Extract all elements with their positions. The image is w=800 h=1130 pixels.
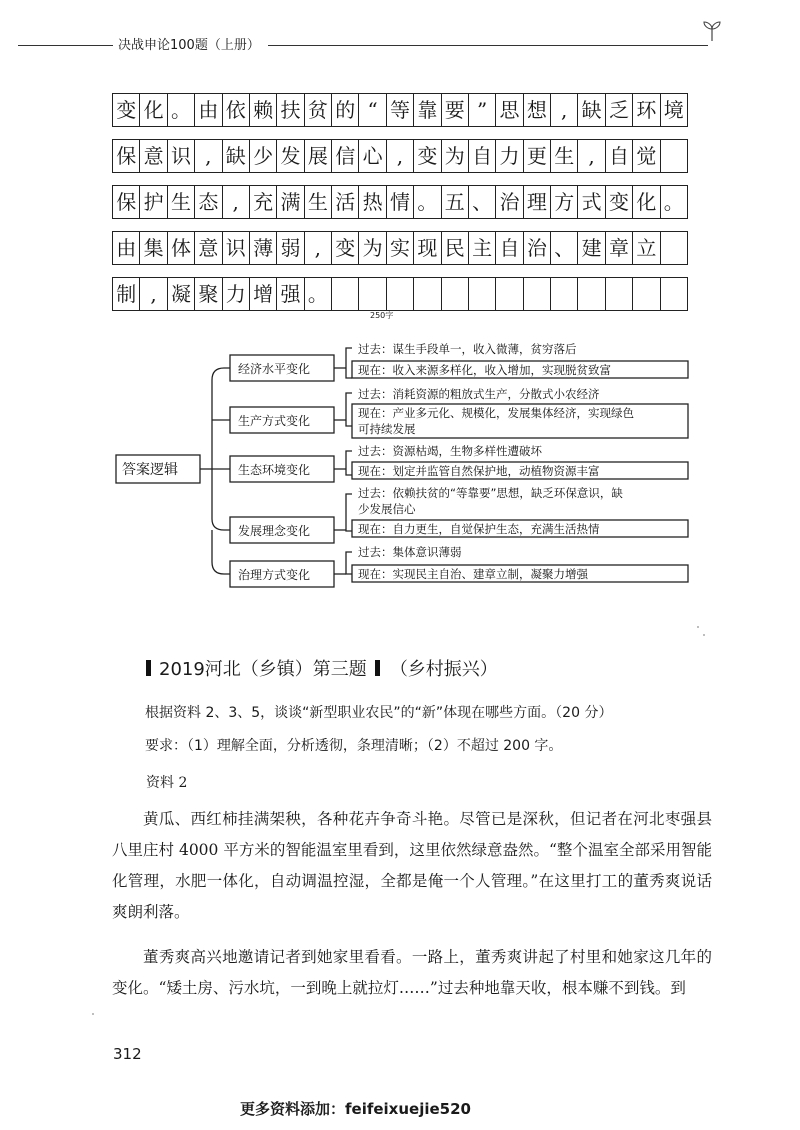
section-topic-tag: （乡村振兴） — [389, 659, 498, 680]
now-text-production-line1: 现在：产业多元化、规模化，发展集体经济，实现绿色 — [358, 406, 634, 420]
grid-char: 、 — [554, 236, 575, 260]
grid-char: 生 — [554, 144, 575, 168]
tree-connector-1 — [212, 368, 230, 469]
grid-char: 生 — [307, 190, 328, 214]
grid-char: 五 — [444, 190, 465, 214]
past-text-concept-line2: 少发展信心 — [358, 502, 416, 516]
grid-char: 民 — [444, 236, 465, 260]
grid-char: 变 — [417, 144, 438, 168]
past-text-economy: 过去：谋生手段单一，收入微薄，贫穷落后 — [358, 342, 577, 356]
grid-char: 立 — [636, 236, 657, 260]
branch-label-economy: 经济水平变化 — [238, 362, 311, 376]
scan-speck — [92, 1013, 94, 1015]
past-text-ecology: 过去：资源枯竭，生物多样性遭破坏 — [358, 444, 542, 458]
grid-char: 建 — [581, 236, 602, 260]
grid-char: , — [314, 236, 321, 260]
grid-char: 方 — [554, 190, 575, 214]
word-count-label: 250字 — [370, 311, 394, 320]
now-text-governance: 现在：实现民主自治、建章立制，凝聚力增强 — [358, 567, 588, 581]
material-paragraph-2: 董秀爽高兴地邀请记者到她家里看看。一路上，董秀爽讲起了村里和她家这几年的变化。“矮土房、污水坑，一到晚上就拉灯……”过去种地靠天收，根本赚不到钱。到 — [112, 948, 712, 997]
title-bar-right — [375, 660, 380, 676]
scan-speck — [703, 634, 705, 636]
grid-char: 识 — [170, 144, 191, 168]
grid-char: 发 — [280, 144, 301, 168]
grid-char: 现 — [417, 236, 438, 260]
grid-char: 实 — [389, 236, 410, 260]
grid-char: 少 — [253, 144, 274, 168]
grid-char: 强 — [280, 282, 301, 306]
grid-char: , — [150, 282, 157, 306]
grid-char: 乏 — [608, 98, 629, 122]
bracket-ecology — [346, 451, 352, 475]
branch-label-governance: 治理方式变化 — [238, 568, 311, 582]
grid-char: 展 — [307, 144, 328, 168]
past-text-concept-line1: 过去：依赖扶贫的“等靠要”思想，缺乏环保意识，缺 — [358, 486, 623, 500]
grid-char: 治 — [526, 236, 547, 260]
now-text-production-line2: 可持续发展 — [358, 422, 416, 436]
grid-char: 想 — [526, 98, 547, 122]
bracket-economy — [346, 348, 352, 378]
grid-char: 体 — [170, 236, 191, 260]
bracket-governance — [346, 552, 352, 574]
grid-char: 化 — [143, 98, 164, 122]
grid-char: 觉 — [636, 144, 657, 168]
grid-char: , — [396, 144, 404, 168]
grid-char: 心 — [362, 144, 383, 168]
grid-char: 由 — [116, 236, 137, 260]
grid-char: 聚 — [198, 282, 219, 306]
section-title-text: 2019河北（乡镇）第三题 — [159, 659, 367, 680]
grid-char: 式 — [581, 190, 602, 214]
grid-char: 治 — [499, 190, 520, 214]
page-number: 312 — [113, 1045, 142, 1063]
grid-char: 增 — [253, 282, 274, 306]
grid-char: 集 — [143, 236, 164, 260]
material-paragraph-1: 黄瓜、西红柿挂满架秧，各种花卉争奇斗艳。尽管已是深秋，但记者在河北枣强县八里庄村 4000 平方米的智能温室里看到，这里依然绿意盎然。“整个温室全部采用智能化管理，水肥一体化，自动调温控湿，全都是俺一个人管理。”在这里打工的董秀爽说话爽朗利落。 — [112, 810, 712, 921]
grid-char: 变 — [608, 190, 629, 214]
grid-char: 要 — [444, 98, 465, 122]
grid-char: 、 — [472, 190, 493, 214]
grid-char: 保 — [116, 190, 137, 214]
branch-label-concept: 发展理念变化 — [238, 524, 311, 538]
grid-char: , — [588, 144, 595, 168]
grid-char: 主 — [472, 236, 493, 260]
grid-char: 赖 — [253, 98, 274, 122]
grid-char: “ — [367, 98, 378, 122]
question-requirement: 要求：（1）理解全面，分析透彻，条理清晰；（2）不超过 200 字。 — [145, 738, 563, 754]
now-text-concept: 现在：自力更生，自觉保护生态，充满生活热情 — [358, 522, 600, 536]
running-header-title: 决战申论100题（上册） — [118, 38, 260, 53]
grid-char: 保 — [116, 144, 137, 168]
grid-char: , — [561, 98, 568, 122]
grid-char: 信 — [335, 144, 356, 168]
now-text-economy: 现在：收入来源多样化，收入增加，实现脱贫致富 — [358, 363, 611, 377]
footer-contact: 更多资料添加：feifeixuejie520 — [240, 1100, 471, 1118]
bracket-production — [346, 393, 352, 426]
grid-char: 。 — [417, 190, 438, 214]
scan-speck — [697, 626, 699, 628]
grid-char: , — [205, 144, 212, 168]
grid-char: 充 — [253, 190, 274, 214]
grid-char: 。 — [307, 282, 328, 306]
grid-char: 环 — [636, 98, 657, 122]
section-title — [146, 655, 498, 681]
grid-char: 力 — [225, 282, 246, 306]
grid-char: 靠 — [417, 98, 438, 122]
past-text-production: 过去：消耗资源的粗放式生产，分散式小农经济 — [358, 387, 600, 401]
grid-char: 薄 — [253, 236, 274, 260]
grid-char: 自 — [608, 144, 629, 168]
grid-char: 化 — [636, 190, 657, 214]
grid-char: 更 — [526, 144, 547, 168]
branch-label-ecology: 生态环境变化 — [238, 463, 311, 477]
grid-char: 热 — [362, 190, 383, 214]
grid-char: 自 — [499, 236, 520, 260]
grid-char: 制 — [116, 282, 137, 306]
grid-char: 凝 — [170, 282, 191, 306]
grid-char: 生 — [170, 190, 191, 214]
material-label: 资料 2 — [146, 775, 188, 791]
grid-char: 护 — [143, 190, 164, 214]
grid-char: 理 — [526, 190, 547, 214]
grid-char: 。 — [663, 190, 684, 214]
grid-char: 贫 — [307, 98, 328, 122]
grid-char: 扶 — [280, 98, 301, 122]
question-prompt: 根据资料 2、3、5，谈谈“新型职业农民”的“新”体现在哪些方面。（20 分） — [145, 705, 613, 721]
now-text-ecology: 现在：划定并监管自然保护地，动植物资源丰富 — [358, 464, 600, 478]
grid-char: , — [232, 190, 239, 214]
branch-label-production: 生产方式变化 — [238, 414, 311, 428]
grid-char: 境 — [663, 98, 684, 122]
grid-char: ” — [476, 98, 488, 122]
tree-root-label: 答案逻辑 — [122, 462, 178, 478]
grid-char: 由 — [198, 98, 219, 122]
grid-char: 活 — [335, 190, 356, 214]
grid-char: 章 — [608, 236, 629, 260]
grid-char: 为 — [362, 236, 383, 260]
grid-char: 满 — [280, 190, 301, 214]
grid-char: 态 — [198, 190, 219, 214]
tree-connector-5 — [212, 530, 230, 574]
grid-char: 思 — [499, 98, 520, 122]
grid-char: 情 — [389, 190, 410, 214]
grid-char: 力 — [499, 144, 520, 168]
grid-char: 识 — [225, 236, 246, 260]
grid-char: 等 — [389, 98, 410, 122]
grid-char: 意 — [198, 236, 219, 260]
grid-char: 意 — [143, 144, 164, 168]
grid-char: 依 — [225, 98, 246, 122]
grid-char: 缺 — [225, 144, 246, 168]
grid-char: 缺 — [581, 98, 602, 122]
grid-char: 。 — [170, 98, 191, 122]
title-bar-left — [146, 660, 151, 676]
grid-char: 的 — [335, 98, 356, 122]
tree-connector-4 — [212, 469, 230, 530]
grid-char: 弱 — [280, 236, 301, 260]
grid-char: 为 — [444, 144, 465, 168]
past-text-governance: 过去：集体意识薄弱 — [358, 545, 462, 559]
grid-char: 变 — [335, 236, 356, 260]
grid-char: 自 — [472, 144, 493, 168]
bracket-concept — [346, 494, 352, 531]
grid-char: 变 — [116, 98, 137, 122]
